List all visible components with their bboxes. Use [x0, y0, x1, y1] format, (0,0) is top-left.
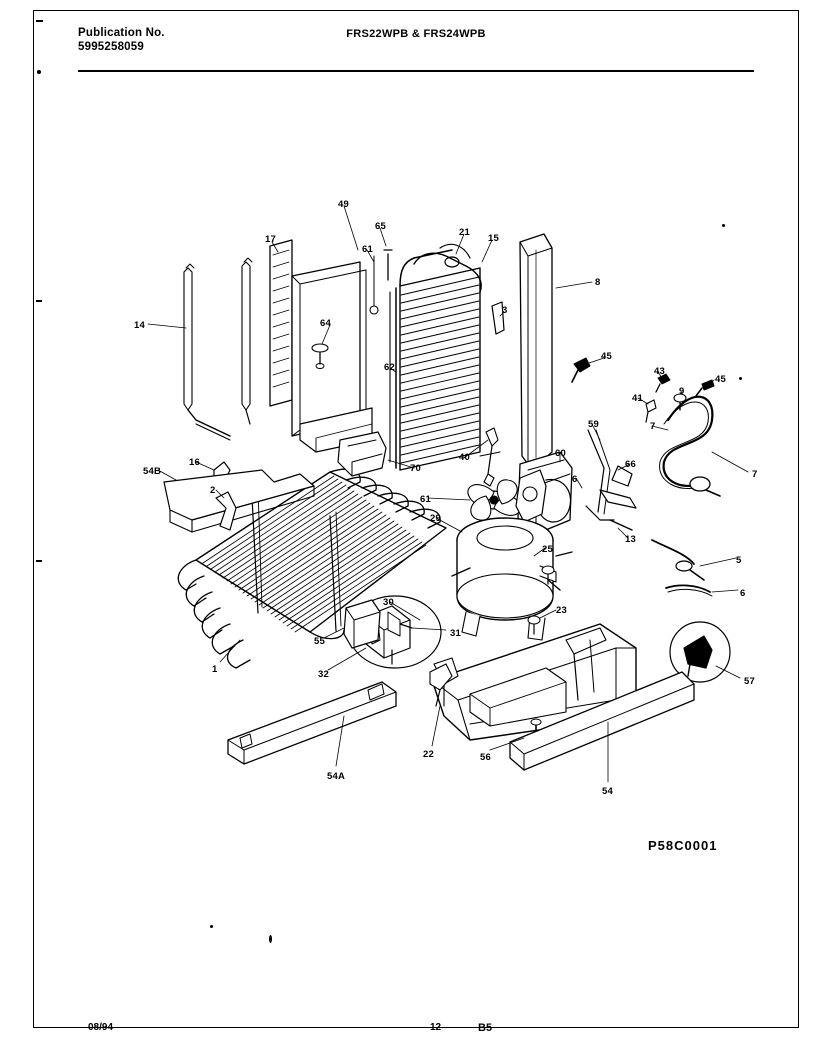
- callout-number: 43: [654, 366, 665, 377]
- callout-number: 41: [632, 393, 643, 404]
- callout-number: 29: [430, 513, 441, 524]
- callout-number: 9: [679, 386, 685, 397]
- support-rod-part: [184, 258, 252, 440]
- callout-number: 45: [715, 374, 726, 385]
- callout-number: 64: [320, 318, 331, 329]
- callout-number: 3: [502, 305, 508, 316]
- callout-number: 22: [423, 749, 434, 760]
- callout-number: 54A: [327, 771, 346, 782]
- callout-number: 54: [602, 786, 613, 797]
- callout-number: 59: [588, 419, 599, 430]
- callout-number: 60: [555, 448, 566, 459]
- callout-number: 40: [459, 452, 470, 463]
- tube-5-part: [652, 540, 704, 580]
- callout-number: 65: [375, 221, 386, 232]
- callout-number: 62: [384, 362, 395, 373]
- callout-number: 16: [189, 457, 200, 468]
- callout-number: 31: [450, 628, 461, 639]
- footer-code: B5: [478, 1022, 493, 1034]
- screw-45-part: [572, 358, 590, 382]
- model-title: FRS22WPB & FRS24WPB: [346, 28, 486, 40]
- callout-number: 14: [134, 320, 145, 331]
- callout-number: 1: [212, 664, 218, 675]
- evaporator-assembly-part: [370, 244, 481, 470]
- insulation-panel-part: [270, 240, 372, 452]
- callout-number: 7: [752, 469, 758, 480]
- callout-number: 57: [744, 676, 755, 687]
- callout-number: 7: [650, 421, 656, 432]
- callout-number: 15: [488, 233, 499, 244]
- callout-number: 21: [459, 227, 470, 238]
- callout-number: 8: [595, 277, 601, 288]
- callout-number: 49: [338, 199, 349, 210]
- callout-number: 45: [601, 351, 612, 362]
- bracket-70-part: [338, 432, 386, 476]
- callout-number: 25: [542, 544, 553, 555]
- fan-motor-bracket-part: [516, 470, 546, 522]
- callout-number: 6: [740, 588, 746, 599]
- tube-6-part: [666, 585, 712, 596]
- footer-page-number: 12: [430, 1022, 442, 1033]
- callout-number: 30: [383, 597, 394, 608]
- trim-strip-8-part: [520, 234, 552, 470]
- publication-label: Publication No.: [78, 27, 165, 39]
- tubing-7-part: [660, 397, 720, 496]
- callout-number: 17: [265, 234, 276, 245]
- callout-number: 66: [625, 459, 636, 470]
- callout-number: 61: [362, 244, 373, 255]
- compressor-part: [452, 518, 572, 640]
- callout-number: 23: [556, 605, 567, 616]
- callout-number: 70: [410, 463, 421, 474]
- callout-number: 32: [318, 669, 329, 680]
- footer-date: 08/94: [88, 1022, 114, 1033]
- diagram-code: P58C0001: [648, 838, 718, 853]
- callout-number: 2: [210, 485, 216, 496]
- callout-number: 56: [480, 752, 491, 763]
- callout-number: 5: [736, 555, 742, 566]
- callout-number: 54B: [143, 466, 162, 477]
- callout-number: 6: [572, 474, 578, 485]
- callout-number: 13: [625, 534, 636, 545]
- rail-54a-part: [228, 682, 396, 764]
- publication-number: 5995258059: [78, 41, 144, 53]
- relay-cover-55-part: [344, 600, 380, 648]
- fan-blade-part: [468, 480, 520, 520]
- thermostat-probe-part: [480, 428, 500, 486]
- callout-number: 55: [314, 636, 325, 647]
- callout-number: 61: [420, 494, 431, 505]
